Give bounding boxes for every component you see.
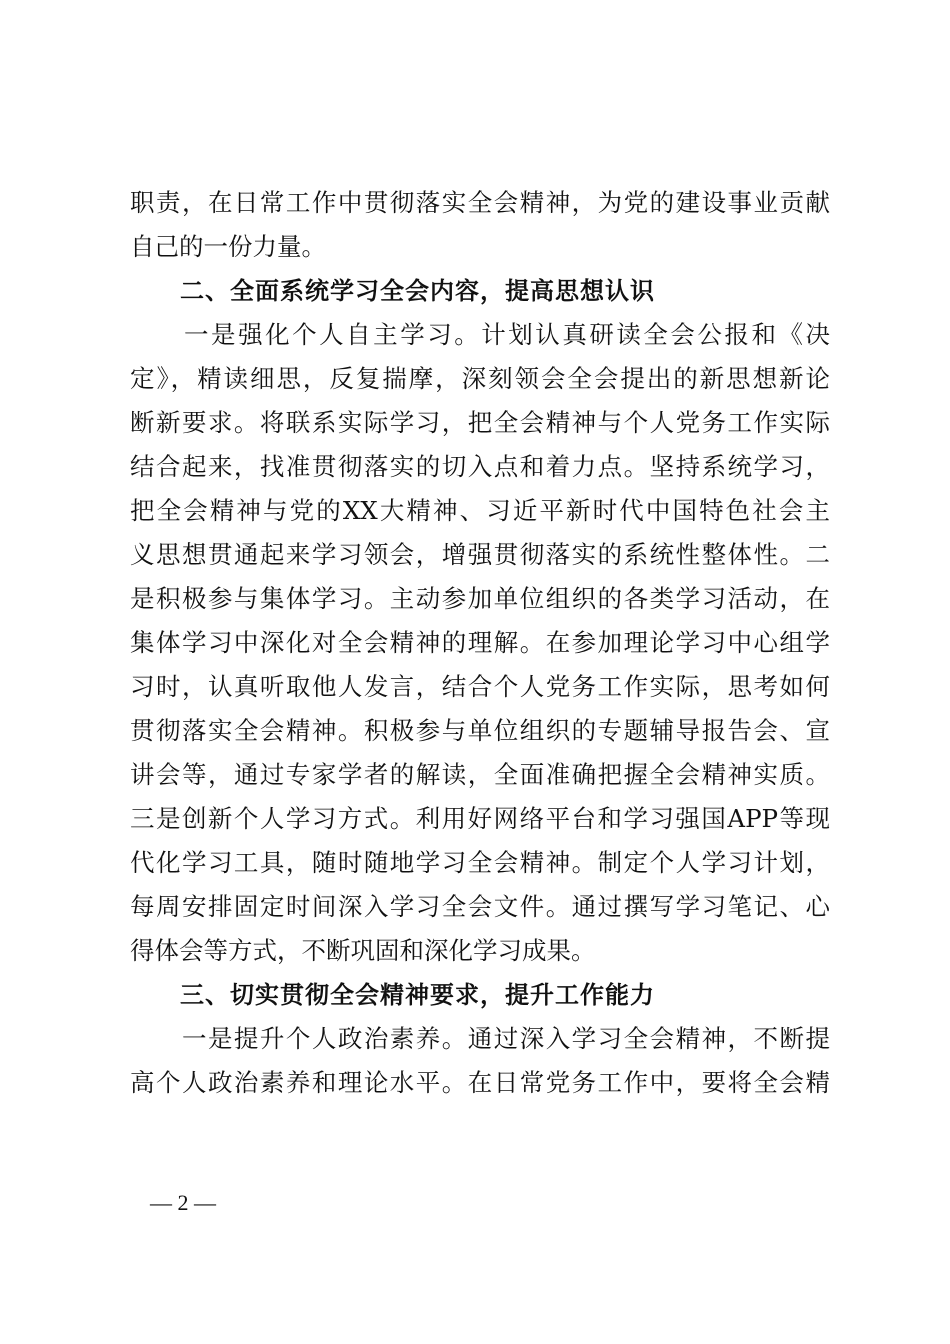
page-number: — 2 —	[150, 1190, 216, 1215]
text-line: 义思想贯通起来学习领会，增强贯彻落实的系统性整体性。二	[130, 540, 830, 569]
text-line: 得体会等方式，不断巩固和深化学习成果。	[130, 936, 596, 965]
text-line: 定》，精读细思，反复揣摩，深刻领会全会提出的新思想新论	[130, 364, 830, 393]
text-line: 把全会精神与党的XX大精神、习近平新时代中国特色社会主	[130, 496, 830, 525]
text-line: 贯彻落实全会精神。积极参与单位组织的专题辅导报告会、宣	[130, 716, 830, 745]
text-line: 是积极参与集体学习。主动参加单位组织的各类学习活动，在	[130, 584, 830, 613]
section-heading-3: 三、切实贯彻全会精神要求，提升工作能力	[180, 981, 655, 1009]
text-line: 集体学习中深化对全会精神的理解。在参加理论学习中心组学	[130, 628, 830, 657]
text-line: 结合起来，找准贯彻落实的切入点和着力点。坚持系统学习，	[130, 452, 830, 481]
section-heading-2: 二、全面系统学习全会内容，提高思想认识	[180, 277, 655, 305]
text-line: 三是创新个人学习方式。利用好网络平台和学习强国APP等现	[130, 804, 830, 833]
text-line: 每周安排固定时间深入学习全会文件。通过撰写学习笔记、心	[130, 892, 830, 921]
text-line: 高个人政治素养和理论水平。在日常党务工作中，要将全会精	[130, 1068, 830, 1097]
text-line: 一是提升个人政治素养。通过深入学习全会精神，不断提	[130, 1024, 830, 1053]
text-line: 一是强化个人自主学习。计划认真研读全会公报和《决	[130, 320, 830, 349]
text-line: 讲会等，通过专家学者的解读，全面准确把握全会精神实质。	[130, 760, 830, 789]
text-line: 职责，在日常工作中贯彻落实全会精神，为党的建设事业贡献	[130, 188, 830, 217]
body-text	[130, 181, 830, 1105]
text-line: 代化学习工具，随时随地学习全会精神。制定个人学习计划，	[130, 848, 830, 877]
text-line: 断新要求。将联系实际学习，把全会精神与个人党务工作实际	[130, 408, 830, 437]
text-line: 自己的一份力量。	[130, 232, 326, 261]
text-line: 习时，认真听取他人发言，结合个人党务工作实际，思考如何	[130, 672, 830, 701]
